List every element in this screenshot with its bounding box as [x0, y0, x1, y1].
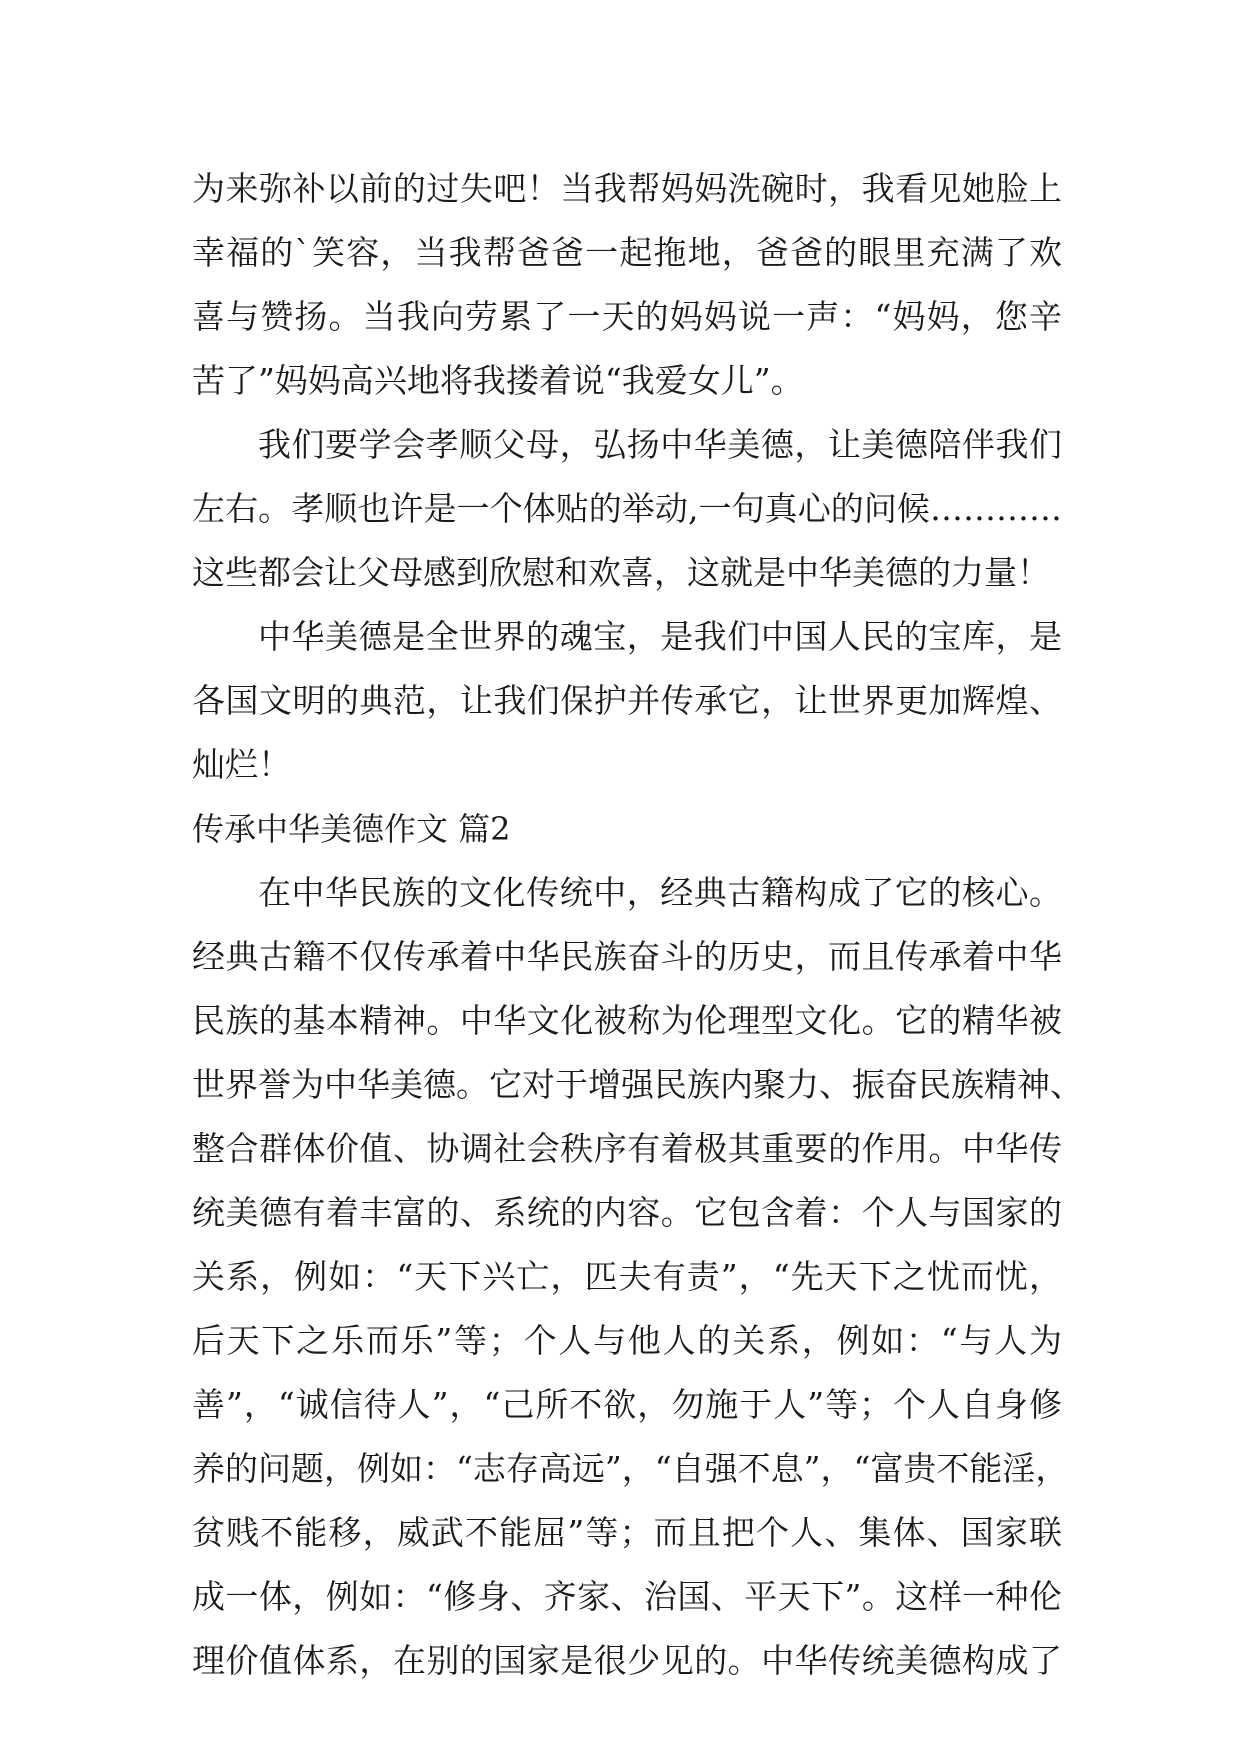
text-line: 后天下之乐而乐”等；个人与他人的关系，例如：“与人为	[192, 1321, 1062, 1360]
document-body	[192, 157, 1083, 1693]
text-line: 经典古籍不仅传承着中华民族奋斗的历史，而且传承着中华	[192, 937, 1062, 976]
text-line: 统美德有着丰富的、系统的内容。它包含着：个人与国家的	[192, 1193, 1062, 1232]
text-line: 我们要学会孝顺父母，弘扬中华美德，让美德陪伴我们	[258, 425, 1062, 464]
text-line: 这些都会让父母感到欣慰和欢喜，这就是中华美德的力量！	[192, 553, 1050, 592]
text-line: 养的问题，例如：“志存高远”，“自强不息”，“富贵不能淫，	[192, 1449, 1069, 1488]
text-line: 贫贱不能移，威武不能屈”等；而且把个人、集体、国家联	[192, 1513, 1062, 1552]
section-heading: 传承中华美德作文 篇2	[192, 810, 511, 848]
text-line: 灿烂！	[192, 745, 291, 784]
text-line: 整合群体价值、协调社会秩序有着极其重要的作用。中华传	[192, 1129, 1062, 1168]
text-line: 为来弥补以前的过失吧！当我帮妈妈洗碗时，我看见她脸上	[192, 169, 1062, 208]
text-line: 民族的基本精神。中华文化被称为伦理型文化。它的精华被	[192, 1001, 1062, 1040]
paragraph-1	[192, 157, 1062, 413]
text-line: 成一体，例如：“修身、齐家、治国、平天下”。这样一种伦	[192, 1577, 1062, 1616]
paragraph-2	[192, 413, 1062, 605]
paragraph-3	[192, 605, 1062, 797]
text-line: 幸福的`笑容，当我帮爸爸一起拖地，爸爸的眼里充满了欢	[192, 233, 1062, 272]
text-line: 苦了”妈妈高兴地将我搂着说“我爱女儿”。	[192, 361, 804, 400]
text-line: 善”，“诚信待人”，“己所不欲，勿施于人”等；个人自身修	[192, 1385, 1062, 1424]
text-line: 世界誉为中华美德。它对于增强民族内聚力、振奋民族精神、	[192, 1065, 1083, 1104]
paragraph-4	[192, 861, 1083, 1693]
text-line: 各国文明的典范，让我们保护并传承它，让世界更加辉煌、	[192, 681, 1062, 720]
text-line: 左右。孝顺也许是一个体贴的举动,一句真心的问候…………	[192, 489, 1062, 528]
text-line: 喜与赞扬。当我向劳累了一天的妈妈说一声：“妈妈，您辛	[192, 297, 1062, 336]
text-line: 理价值体系，在别的国家是很少见的。中华传统美德构成了	[192, 1641, 1062, 1680]
text-line: 在中华民族的文化传统中，经典古籍构成了它的核心。	[258, 873, 1062, 912]
text-line: 中华美德是全世界的魂宝，是我们中国人民的宝库，是	[258, 617, 1062, 656]
text-line: 关系，例如：“天下兴亡，匹夫有责”，“先天下之忧而忧，	[192, 1257, 1062, 1296]
